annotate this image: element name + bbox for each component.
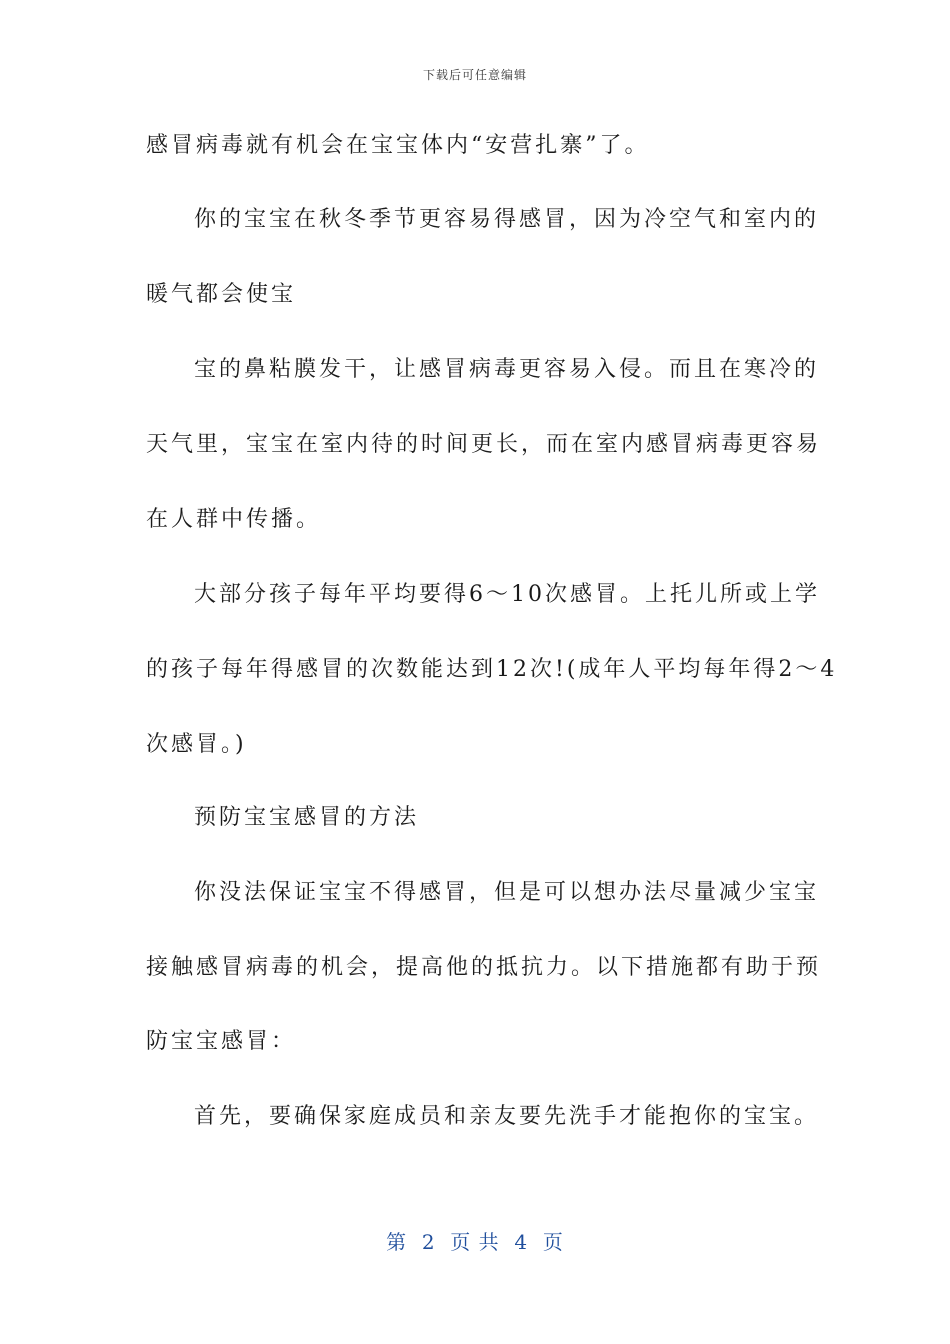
paragraph-line: 次感冒。) [146, 732, 247, 757]
paragraph-line: 你没法保证宝宝不得感冒，但是可以想办法尽量减少宝宝 [194, 880, 820, 905]
paragraph-line: 防宝宝感冒： [146, 1029, 297, 1054]
header-note: 下载后可任意编辑 [422, 68, 527, 82]
paragraph-line: 你的宝宝在秋冬季节更容易得感冒，因为冷空气和室内的 [194, 207, 820, 232]
paragraph-line: 接触感冒病毒的机会，提高他的抵抗力。以下措施都有助于预 [146, 955, 822, 980]
paragraph-line: 天气里，宝宝在室内待的时间更长，而在室内感冒病毒更容易 [146, 432, 822, 457]
paragraph-line: 首先，要确保家庭成员和亲友要先洗手才能抱你的宝宝。 [194, 1104, 820, 1129]
paragraph-line: 感冒病毒就有机会在宝宝体内“安营扎寨”了。 [146, 133, 650, 158]
paragraph-line: 大部分孩子每年平均要得6～10次感冒。上托儿所或上学 [194, 582, 820, 607]
section-heading: 预防宝宝感冒的方法 [194, 805, 420, 830]
paragraph-line: 的孩子每年得感冒的次数能达到12次!(成年人平均每年得2～4 [146, 657, 838, 682]
paragraph-line: 暖气都会使宝 [146, 282, 297, 307]
paragraph-line: 宝的鼻粘膜发干，让感冒病毒更容易入侵。而且在寒冷的 [194, 357, 820, 382]
paragraph-line: 在人群中传播。 [146, 507, 322, 532]
page-number-footer: 第 2 页 共 4 页 [386, 1230, 564, 1254]
